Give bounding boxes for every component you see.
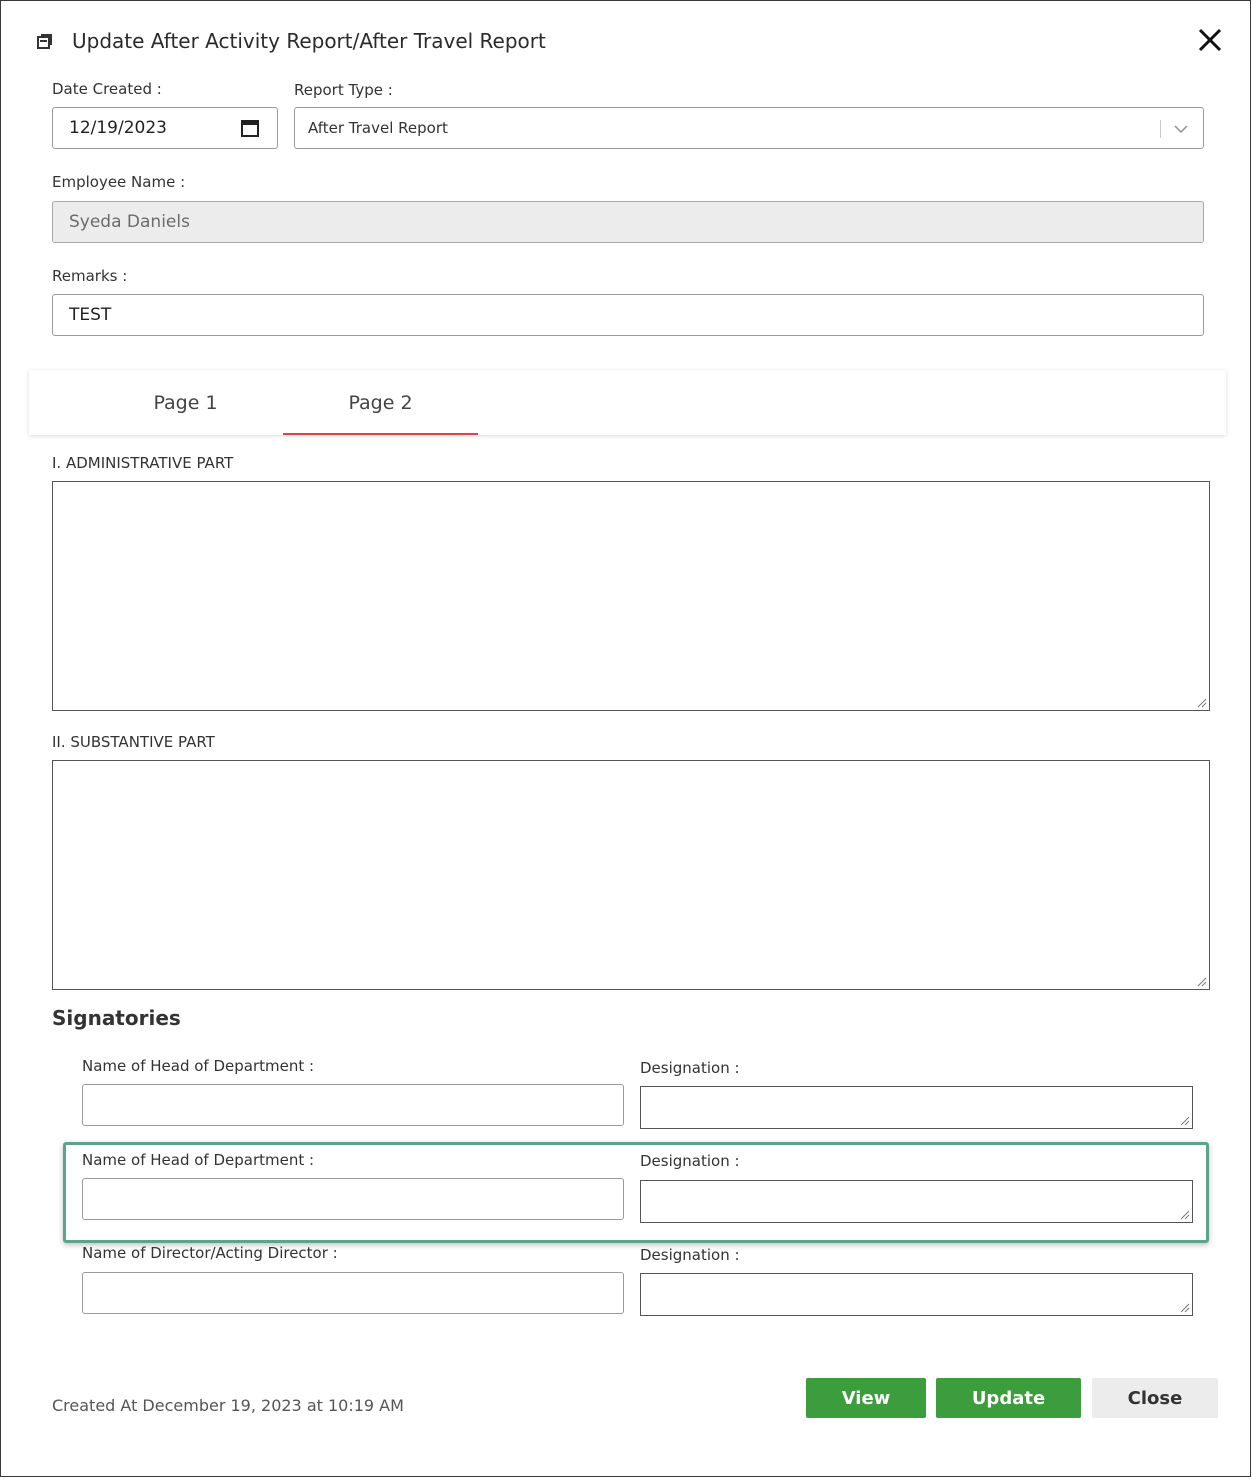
signatories-title: Signatories bbox=[52, 1006, 181, 1030]
remarks-value: TEST bbox=[69, 305, 112, 325]
calendar-icon[interactable] bbox=[241, 119, 259, 137]
dialog-title: Update After Activity Report/After Travel Report bbox=[72, 29, 546, 53]
director-name-label: Name of Director/Acting Director : bbox=[82, 1244, 338, 1262]
remarks-label: Remarks : bbox=[52, 267, 128, 285]
page-tabs bbox=[29, 370, 1226, 435]
report-type-value: After Travel Report bbox=[308, 119, 448, 137]
resize-grip-icon[interactable] bbox=[1178, 1114, 1190, 1126]
chevron-down-icon[interactable] bbox=[1173, 121, 1189, 137]
designation-label: Designation : bbox=[640, 1152, 740, 1170]
report-icon bbox=[36, 32, 54, 50]
employee-name-label: Employee Name : bbox=[52, 173, 186, 191]
signatory-name-label: Name of Head of Department : bbox=[82, 1057, 315, 1075]
date-created-label: Date Created : bbox=[52, 80, 162, 98]
employee-name-input bbox=[52, 201, 1204, 243]
administrative-part-textarea[interactable] bbox=[52, 481, 1210, 711]
date-created-value: 12/19/2023 bbox=[69, 118, 167, 138]
select-separator bbox=[1160, 120, 1161, 138]
head-of-department-input-2[interactable] bbox=[82, 1178, 624, 1220]
designation-textarea[interactable] bbox=[640, 1086, 1193, 1129]
close-button[interactable]: Close bbox=[1092, 1378, 1218, 1418]
view-button[interactable]: View bbox=[806, 1378, 926, 1418]
resize-grip-icon[interactable] bbox=[1195, 975, 1207, 987]
signatory-name-label: Name of Head of Department : bbox=[82, 1151, 315, 1169]
head-of-department-input[interactable] bbox=[82, 1084, 624, 1126]
close-icon[interactable] bbox=[1195, 25, 1225, 55]
substantive-part-textarea[interactable] bbox=[52, 760, 1210, 990]
designation-textarea-3[interactable] bbox=[640, 1273, 1193, 1316]
employee-name-value: Syeda Daniels bbox=[69, 212, 190, 232]
remarks-input[interactable] bbox=[52, 294, 1204, 336]
designation-label: Designation : bbox=[640, 1246, 740, 1264]
tab-page-2[interactable]: Page 2 bbox=[283, 370, 478, 435]
resize-grip-icon[interactable] bbox=[1178, 1301, 1190, 1313]
administrative-part-label: I. ADMINISTRATIVE PART bbox=[52, 454, 234, 472]
tab-page-1[interactable]: Page 1 bbox=[153, 391, 218, 414]
designation-textarea-2[interactable] bbox=[640, 1180, 1193, 1223]
director-name-input[interactable] bbox=[82, 1272, 624, 1314]
date-created-input[interactable] bbox=[52, 107, 278, 149]
substantive-part-label: II. SUBSTANTIVE PART bbox=[52, 733, 215, 751]
resize-grip-icon[interactable] bbox=[1178, 1208, 1190, 1220]
report-type-select[interactable] bbox=[294, 107, 1204, 149]
resize-grip-icon[interactable] bbox=[1195, 696, 1207, 708]
designation-label: Designation : bbox=[640, 1059, 740, 1077]
dialog-header bbox=[36, 26, 546, 56]
created-at-text: Created At December 19, 2023 at 10:19 AM bbox=[52, 1396, 404, 1415]
report-type-label: Report Type : bbox=[294, 81, 393, 99]
update-button[interactable]: Update bbox=[936, 1378, 1081, 1418]
